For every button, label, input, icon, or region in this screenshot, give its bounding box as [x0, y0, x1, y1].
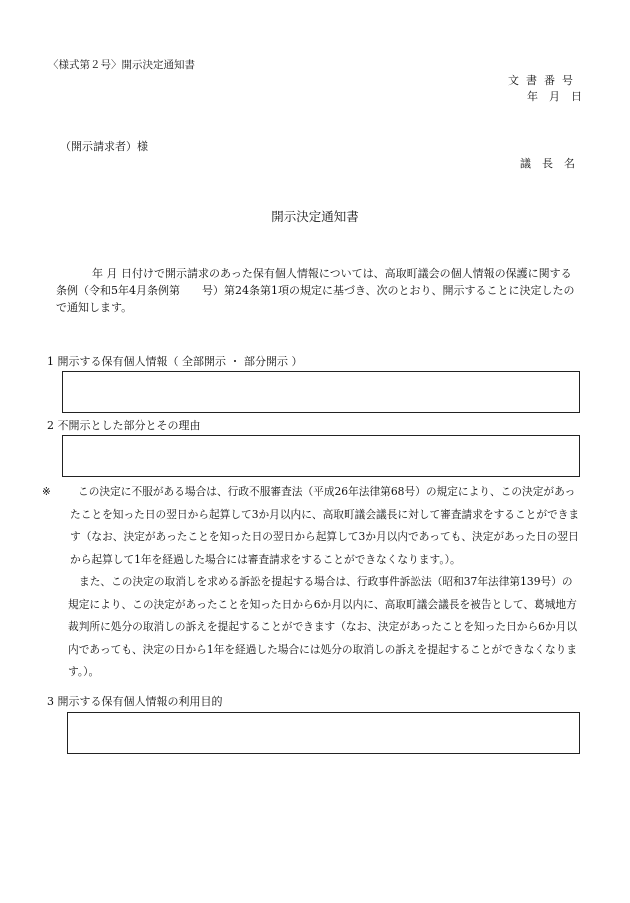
intro-paragraph: 年 月 日付けで開示請求のあった保有個人情報については、高取町議会の個人情報の保護に関する条例（令和5年4月条例第 号）第24条第1項の規定に基づき、次のとおり、開示することに決定したので通知します。: [56, 267, 575, 314]
document-number-label: 文書番号: [508, 74, 580, 87]
form-number-label: 〈様式第２号〉開示決定通知書: [48, 59, 195, 71]
appeal-notice-text-1: この決定に不服がある場合は、行政不服審査法（平成26年法律第68号）の規定により、この決定があったことを知った日の翌日から起算して3か月以内に、高取町議会議長に対して審査請求をすることができます（なお、決定があったことを知った日の翌日から起算して3か月以内であっても、決定があった日の翌日から起算して1年を経過した場合には審査請求をすることができなくなります。）。: [70, 485, 580, 566]
section-3-heading: 3 開示する保有個人情報の利用目的: [47, 695, 223, 708]
disclosed-info-field[interactable]: [62, 371, 580, 413]
appeal-notice-paragraph-2: また、この決定の取消しを求める訴訟を提起する場合は、行政事件訴訟法（昭和37年法律第139号）の規定により、この決定があったことを知った日から6か月以内に、高取町議会議長を被告として、葛城地方裁判所に処分の取消しの訴えを提起することができます（なお、決定があったことを知った日から6か月以内であっても、決定の日から1年を経過した場合には処分の取消しの訴えを提起することができなくなります。）。: [68, 575, 578, 678]
section-1-heading: 1 開示する保有個人情報（ 全部開示 ・ 部分開示 ）: [47, 355, 303, 368]
appeal-notice-paragraph-1: [42, 481, 580, 571]
date-label: 年 月 日: [527, 90, 582, 103]
nondisclosure-reason-field[interactable]: [62, 435, 580, 477]
section-2-heading: 2 不開示とした部分とその理由: [47, 419, 201, 432]
document-title: 開示決定通知書: [271, 209, 359, 224]
chairperson-name-label: 議 長 名: [520, 157, 575, 170]
note-mark: ※: [42, 485, 51, 498]
usage-purpose-field[interactable]: [67, 712, 580, 754]
requester-name-label: （開示請求者）様: [60, 140, 148, 153]
appeal-notice: [42, 481, 580, 684]
